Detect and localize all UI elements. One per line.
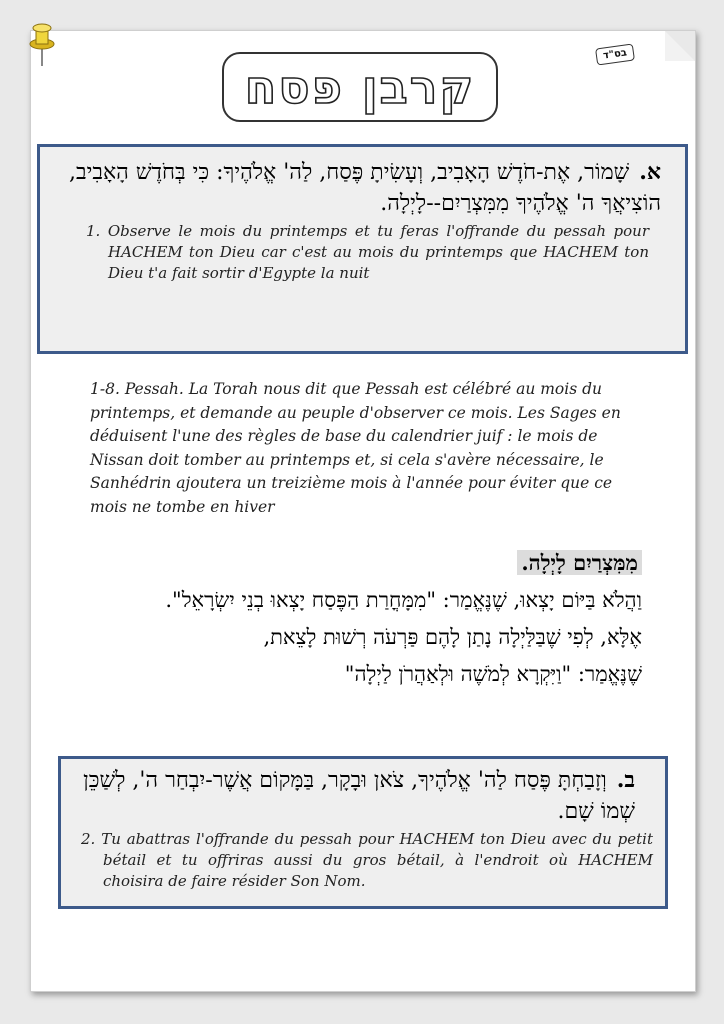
commentary-text: 1-8. Pessah. La Torah nous dit que Pessah est célébré au mois du printemps, et demande au peuple d'observer ce mois. Les Sages en déduisent l'une des règles de base du calendrier juif : le mois de Nissan doit tomber au printemps et, si cela s'avère nécessaire, le Sanhédrin ajoutera un treizième mois à l'année pour éviter que ce mois ne tombe en hiver xyxy=(90,380,621,516)
hebrew-verse-2-text: וְזָבַחְתָּ פֶּסַח לַה' אֱלֹהֶיךָ, צֹאן וּבָקָר, בַּמָּקוֹם אֲשֶׁר-יִבְחַר ה', לְשַׁכֵּן שְׁמוֹ שָׁם. xyxy=(83,768,635,824)
verse-box-2 xyxy=(58,756,668,909)
translation-1-text: Observe le mois du printemps et tu feras l'offrande du pessah pour HACHEM ton Dieu car c'est au mois du printemps que HACHEM ton Dieu t'a fait sortir d'Egypte la nuit xyxy=(107,222,649,282)
hebrew-verse-1 xyxy=(40,147,685,219)
translation-2 xyxy=(61,829,665,892)
midrash-line-1: וַהֲלֹא בַּיּוֹם יָצְאוּ, שֶׁנֶּאֱמַר: "מִמָּחֳרַת הַפֶּסַח יָצְאוּ בְנֵי יִשְׂרָאֵל". xyxy=(165,588,642,612)
midrash-heading: מִמִּצְרַיִם לָיְלָה. xyxy=(517,550,642,575)
midrash-block xyxy=(90,544,642,693)
hebrew-verse-2 xyxy=(61,759,665,827)
verse-letter-1: א. xyxy=(639,159,661,185)
midrash-line-3: שֶׁנֶּאֱמַר: "וַיִּקְרָא לְמֹשֶׁה וּלְאַהֲרֹן לַיְלָה" xyxy=(344,662,642,686)
translation-2-number: 2. xyxy=(81,830,96,848)
translation-1 xyxy=(40,221,685,284)
title-frame xyxy=(222,52,498,122)
translation-2-text: Tu abattras l'offrande du pessah pour HACHEM ton Dieu avec du petit bétail et tu offriras aussi du gros bétail, à l'endroit où HACHEM choisira de faire résider Son Nom. xyxy=(101,830,653,890)
midrash-line-2: אֶלָּא, לְפִי שֶׁבַּלַּיְלָה נָתַן לָהֶם פַּרְעֹה רְשׁוּת לָצֵאת, xyxy=(263,625,642,649)
hebrew-verse-1-text: שָׁמוֹר, אֶת-חֹדֶשׁ הָאָבִיב, וְעָשִׂיתָ פֶּסַח, לַה' אֱלֹהֶיךָ: כִּי בְּחֹדֶשׁ הָאָבִיב, הוֹצִיאֲךָ ה' אֱלֹהֶיךָ מִמִּצְרַיִם--לָיְלָה. xyxy=(69,160,661,216)
page-curl-icon xyxy=(665,31,695,61)
verse-box-1 xyxy=(37,144,688,354)
pushpin-icon xyxy=(0,2,60,72)
verse-letter-2: ב. xyxy=(616,767,635,793)
page-title: קרבן פסח xyxy=(244,60,476,114)
bsd-mark: בס"ד xyxy=(595,43,635,65)
translation-1-number: 1. xyxy=(86,222,101,240)
